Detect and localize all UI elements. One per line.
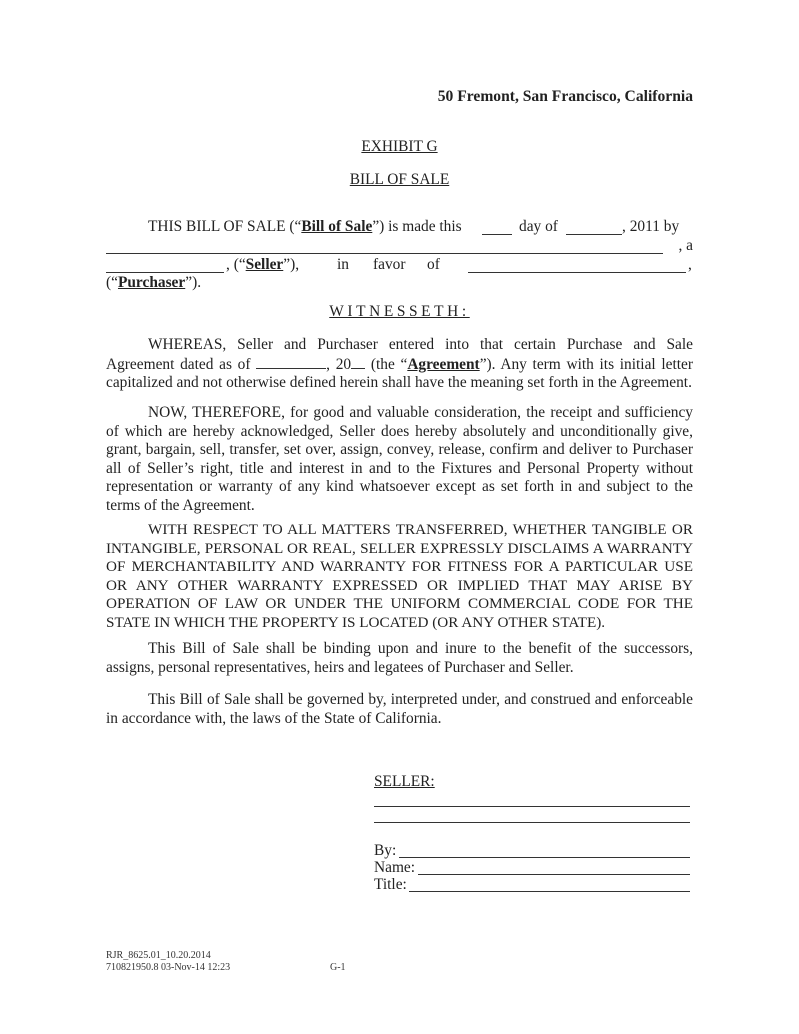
intro-text: day of xyxy=(519,218,558,235)
intro-text: , a xyxy=(678,237,693,254)
intro-text: ”) is made this xyxy=(372,218,462,235)
footer-reference-1: RJR_8625.01_10.20.2014 xyxy=(106,950,211,961)
purchaser-label xyxy=(106,274,201,293)
whereas-text: ”). Any term with its initial letter capitalized and not otherwise defined herein shall have the meaning set forth in the Agreement. xyxy=(106,355,693,391)
by-label: By: xyxy=(374,842,397,859)
intro-text: THIS BILL OF SALE (“ xyxy=(148,218,302,235)
seller-term: Seller xyxy=(245,256,284,273)
agreement-term: Agreement xyxy=(407,355,480,373)
agreement-year-blank[interactable] xyxy=(351,355,365,369)
seller-name-blank[interactable] xyxy=(106,239,663,254)
intro-text: ”). xyxy=(185,274,202,291)
agreement-date-blank[interactable] xyxy=(256,355,326,369)
seller-signature-line-1[interactable] xyxy=(374,806,690,807)
name-line[interactable] xyxy=(418,874,690,875)
disclaimer-paragraph: WITH RESPECT TO ALL MATTERS TRANSFERRED, WHETHER TANGIBLE OR INTANGIBLE, PERSONAL OR REAL, SELLER EXPRESSLY DISCLAIMS A WARRANTY OF MERCHANTABILITY AND WARRANTY FOR FITNESS FOR A PARTICULAR USE OR ANY OTHER WARRANTY EXPRESSED OR IMPLIED THAT MAY ARISE BY OPERATION OF LAW OR UNDER THE UNIFORM COMMERCIAL CODE FOR THE STATE IN WHICH THE PROPERTY IS LOCATED (OR ANY OTHER STATE). xyxy=(106,521,693,631)
intro-text: (“ xyxy=(106,274,118,291)
intro-text: favor xyxy=(373,256,406,273)
seller-entity-blank[interactable] xyxy=(106,258,224,273)
property-address-header: 50 Fremont, San Francisco, California xyxy=(437,88,693,105)
name-label: Name: xyxy=(374,859,416,876)
seller-signature-line-2[interactable] xyxy=(374,822,690,823)
intro-text: of xyxy=(427,256,440,273)
seller-label xyxy=(226,256,299,275)
intro-text: , 2011 by xyxy=(622,218,680,235)
seller-signature-heading: SELLER: xyxy=(374,773,435,790)
page-number: G-1 xyxy=(330,962,346,973)
document-title: BILL OF SALE xyxy=(349,171,450,188)
bill-of-sale-term: Bill of Sale xyxy=(301,218,373,235)
intro-text: in xyxy=(337,256,349,273)
whereas-text: , 20 xyxy=(326,355,352,373)
title-line[interactable] xyxy=(409,891,690,892)
purchaser-term: Purchaser xyxy=(117,274,186,291)
title-label: Title: xyxy=(374,876,407,893)
whereas-text: (the “ xyxy=(370,355,408,373)
day-blank[interactable] xyxy=(482,220,512,235)
witnesseth-heading: WITNESSETH: xyxy=(329,303,470,320)
footer-reference-2: 710821950.8 03-Nov-14 12:23 xyxy=(106,962,231,973)
by-signature-line[interactable] xyxy=(399,857,690,858)
intro-text: ”), xyxy=(283,256,300,273)
whereas-paragraph xyxy=(106,336,693,393)
purchaser-name-blank[interactable] xyxy=(468,258,686,273)
intro-text: , xyxy=(688,256,692,273)
binding-paragraph: This Bill of Sale shall be binding upon and inure to the benefit of the successors, assigns, personal representatives, heirs and legatees of Purchaser and Seller. xyxy=(106,640,693,676)
whereas-text: WHEREAS, Seller and Purchaser entered into that certain Purchase and Sale Agreement dated as of xyxy=(106,336,693,373)
intro-text: , (“ xyxy=(226,256,246,273)
governing-law-paragraph: This Bill of Sale shall be governed by, interpreted under, and construed and enforceable in accordance with, the laws of the State of California. xyxy=(106,691,693,727)
now-therefore-paragraph: NOW, THEREFORE, for good and valuable consideration, the receipt and sufficiency of which are hereby acknowledged, Seller does hereby absolutely and unconditionally give, grant, bargain, sell, transfer, set over, assign, convey, release, confirm and deliver to Purchaser all of Seller’s right, title and interest in and to the Fixtures and Personal Property without representation or warranty of any kind whatsoever except as set forth in and subject to the terms of the Agreement. xyxy=(106,404,693,514)
intro-line-1 xyxy=(148,218,462,237)
exhibit-title: EXHIBIT G xyxy=(361,138,438,155)
month-blank[interactable] xyxy=(566,220,622,235)
